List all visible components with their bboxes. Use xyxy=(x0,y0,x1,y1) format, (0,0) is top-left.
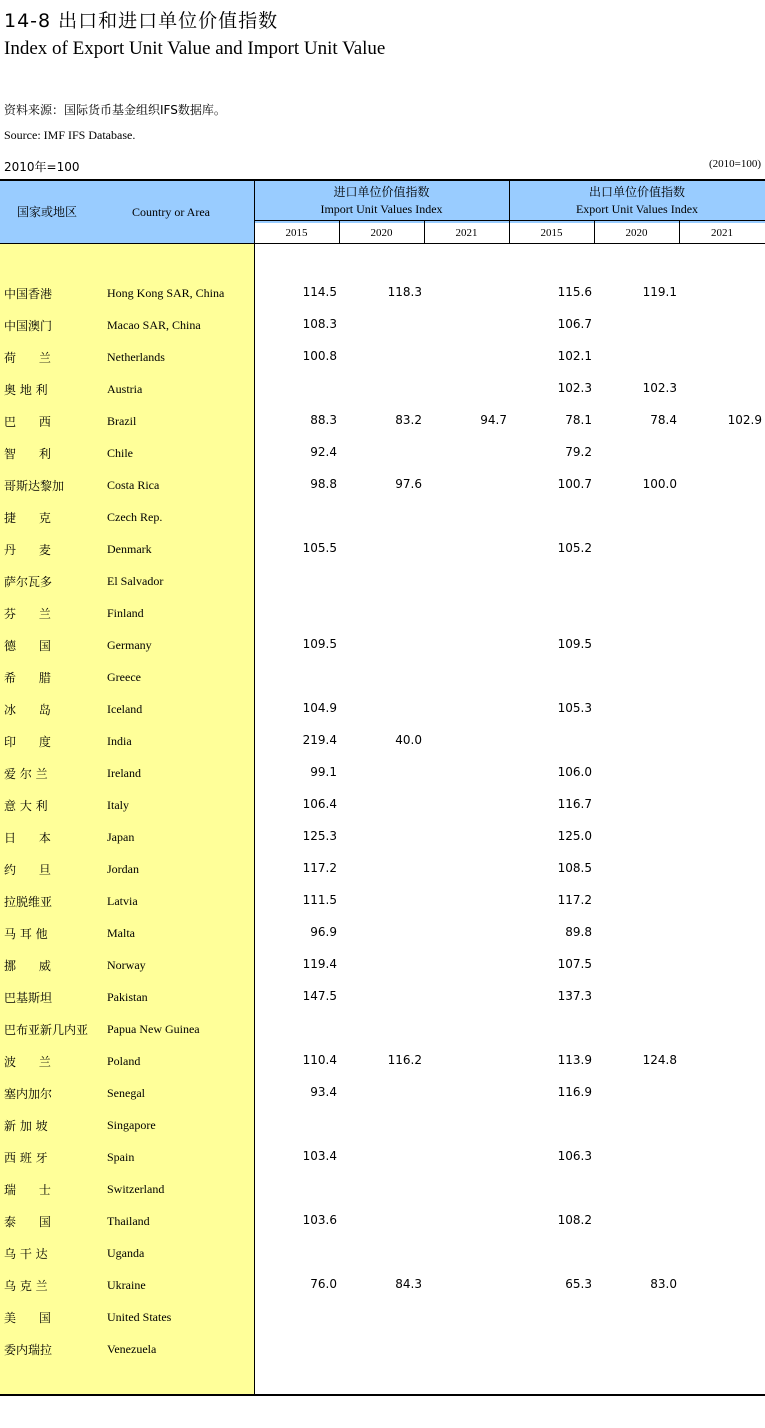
value-cell: 103.4 xyxy=(302,1149,337,1163)
country-name-en: Uganda xyxy=(107,1246,145,1260)
country-name-cn: 意 大 利 xyxy=(4,799,48,813)
value-cell: 102.1 xyxy=(557,349,592,363)
header-bottom-rule xyxy=(0,243,765,244)
country-name-cn: 巴布亚新几内亚 xyxy=(4,1023,89,1037)
table-row xyxy=(0,507,765,527)
country-name-en: Austria xyxy=(107,382,143,396)
value-cell: 102.9 xyxy=(727,413,762,427)
country-name-cn: 塞内加尔 xyxy=(4,1087,53,1101)
value-cell: 89.8 xyxy=(565,925,592,939)
table-row xyxy=(0,667,765,687)
value-cell: 110.4 xyxy=(302,1053,337,1067)
value-cell: 104.9 xyxy=(302,701,337,715)
table-row xyxy=(0,1115,765,1135)
header-import-en: Import Unit Values Index xyxy=(320,202,443,216)
bottom-rule xyxy=(0,1394,765,1396)
table-row xyxy=(0,635,765,655)
value-cell: 147.5 xyxy=(302,989,337,1003)
header-year: 2021 xyxy=(455,227,478,239)
value-cell: 115.6 xyxy=(557,285,592,299)
value-cell: 105.5 xyxy=(302,541,337,555)
value-cell: 65.3 xyxy=(565,1277,592,1291)
country-name-cn: 捷 克 xyxy=(4,511,51,525)
base-year-note: 2010年=100 xyxy=(4,160,80,174)
value-cell: 125.0 xyxy=(557,829,592,843)
country-name-cn: 乌 克 兰 xyxy=(4,1279,48,1293)
country-name-cn: 奥 地 利 xyxy=(4,383,48,397)
value-cell: 113.9 xyxy=(557,1053,592,1067)
country-name-cn: 委内瑞拉 xyxy=(4,1343,53,1357)
value-cell: 102.3 xyxy=(642,381,677,395)
table-row xyxy=(0,539,765,559)
table-row xyxy=(0,859,765,879)
table-row xyxy=(0,731,765,751)
value-cell: 106.7 xyxy=(557,317,592,331)
country-name-en: Iceland xyxy=(107,702,143,716)
table-row xyxy=(0,603,765,623)
country-name-en: Switzerland xyxy=(107,1182,165,1196)
data-table xyxy=(0,179,765,1396)
value-cell: 100.7 xyxy=(557,477,592,491)
value-cell: 109.5 xyxy=(302,637,337,651)
country-name-en: Venezuela xyxy=(107,1342,157,1356)
table-row xyxy=(0,1179,765,1199)
country-name-cn: 约 旦 xyxy=(4,863,51,877)
value-cell: 119.1 xyxy=(642,285,677,299)
value-cell: 108.3 xyxy=(302,317,337,331)
value-cell: 108.5 xyxy=(557,861,592,875)
value-cell: 106.3 xyxy=(557,1149,592,1163)
country-name-en: India xyxy=(107,734,132,748)
header-year: 2020 xyxy=(625,227,648,239)
country-name-cn: 中国香港 xyxy=(4,287,53,301)
table-row xyxy=(0,1243,765,1263)
value-cell: 106.0 xyxy=(557,765,592,779)
country-name-cn: 萨尔瓦多 xyxy=(4,575,53,589)
value-cell: 83.2 xyxy=(395,413,422,427)
table-row xyxy=(0,827,765,847)
header-year: 2015 xyxy=(540,227,563,239)
base-year-note-en: (2010=100) xyxy=(708,158,761,170)
country-name-cn: 马 耳 他 xyxy=(4,927,48,941)
value-cell: 119.4 xyxy=(302,957,337,971)
value-cell: 103.6 xyxy=(302,1213,337,1227)
table-row xyxy=(0,347,765,367)
value-cell: 40.0 xyxy=(395,733,422,747)
country-name-en: Pakistan xyxy=(107,990,148,1004)
country-name-en: Hong Kong SAR, China xyxy=(107,286,225,300)
country-name-en: Malta xyxy=(107,926,135,940)
country-name-cn: 冰 岛 xyxy=(4,703,51,717)
value-cell: 111.5 xyxy=(302,893,337,907)
value-cell: 78.1 xyxy=(565,413,592,427)
country-name-en: Japan xyxy=(107,830,135,844)
header-year: 2020 xyxy=(370,227,393,239)
country-name-en: United States xyxy=(107,1310,172,1324)
value-cell: 117.2 xyxy=(557,893,592,907)
country-name-en: Macao SAR, China xyxy=(107,318,201,332)
value-cell: 79.2 xyxy=(565,445,592,459)
table-row xyxy=(0,1083,765,1103)
value-cell: 125.3 xyxy=(302,829,337,843)
header-year: 2021 xyxy=(711,227,733,239)
country-name-en: Poland xyxy=(107,1054,141,1068)
country-name-cn: 美 国 xyxy=(4,1311,51,1325)
country-name-cn: 泰 国 xyxy=(4,1215,51,1229)
country-name-en: Jordan xyxy=(107,862,139,876)
value-cell: 105.2 xyxy=(557,541,592,555)
table-row xyxy=(0,923,765,943)
table-row xyxy=(0,955,765,975)
value-cell: 84.3 xyxy=(395,1277,422,1291)
table-header-bg-left xyxy=(0,223,254,243)
table-row xyxy=(0,283,765,303)
country-name-cn: 芬 兰 xyxy=(4,607,51,621)
value-cell: 98.8 xyxy=(310,477,337,491)
country-name-en: Costa Rica xyxy=(107,478,160,492)
header-country-en: Country or Area xyxy=(132,205,210,219)
value-cell: 118.3 xyxy=(387,285,422,299)
value-cell: 124.8 xyxy=(642,1053,677,1067)
value-cell: 93.4 xyxy=(310,1085,337,1099)
country-name-cn: 爱 尔 兰 xyxy=(4,767,48,781)
table-row xyxy=(0,571,765,591)
table-row xyxy=(0,1211,765,1231)
table-row xyxy=(0,443,765,463)
country-name-en: Italy xyxy=(107,798,129,812)
country-name-en: Ireland xyxy=(107,766,141,780)
value-cell: 83.0 xyxy=(650,1277,677,1291)
value-cell: 102.3 xyxy=(557,381,592,395)
country-name-en: Denmark xyxy=(107,542,152,556)
value-cell: 76.0 xyxy=(310,1277,337,1291)
country-name-cn: 挪 威 xyxy=(4,959,51,973)
country-name-cn: 荷 兰 xyxy=(4,351,51,365)
country-name-en: Netherlands xyxy=(107,350,165,364)
value-cell: 92.4 xyxy=(310,445,337,459)
country-name-cn: 哥斯达黎加 xyxy=(4,479,65,493)
country-name-en: Singapore xyxy=(107,1118,156,1132)
country-name-cn: 巴基斯坦 xyxy=(4,991,53,1005)
header-country-cn: 国家或地区 xyxy=(17,205,78,219)
country-name-cn: 日 本 xyxy=(4,831,51,845)
country-name-en: Papua New Guinea xyxy=(107,1022,200,1036)
value-cell: 114.5 xyxy=(302,285,337,299)
value-cell: 100.8 xyxy=(302,349,337,363)
value-cell: 137.3 xyxy=(557,989,592,1003)
country-name-cn: 乌 干 达 xyxy=(4,1247,48,1261)
country-name-cn: 印 度 xyxy=(4,735,51,749)
country-name-cn: 西 班 牙 xyxy=(4,1151,48,1165)
value-cell: 107.5 xyxy=(557,957,592,971)
country-name-en: Finland xyxy=(107,606,144,620)
value-cell: 99.1 xyxy=(310,765,337,779)
table-row xyxy=(0,1307,765,1327)
value-cell: 109.5 xyxy=(557,637,592,651)
country-name-en: Thailand xyxy=(107,1214,150,1228)
value-cell: 116.7 xyxy=(557,797,592,811)
country-name-cn: 智 利 xyxy=(4,447,51,461)
country-name-cn: 中国澳门 xyxy=(4,319,53,333)
table-row xyxy=(0,1275,765,1295)
table-row xyxy=(0,699,765,719)
country-name-en: Norway xyxy=(107,958,146,972)
table-row xyxy=(0,475,765,495)
header-export-cn: 出口单位价值指数 xyxy=(588,185,685,199)
value-cell: 116.9 xyxy=(557,1085,592,1099)
top-rule xyxy=(0,179,765,181)
country-name-en: El Salvador xyxy=(107,574,164,588)
country-name-cn: 巴 西 xyxy=(4,415,51,429)
value-cell: 117.2 xyxy=(302,861,337,875)
table-row xyxy=(0,379,765,399)
country-name-cn: 波 兰 xyxy=(4,1055,51,1069)
value-cell: 96.9 xyxy=(310,925,337,939)
source-note-cn: 资料来源：国际货币基金组织IFS数据库。 xyxy=(4,103,226,117)
table-row xyxy=(0,411,765,431)
table-row xyxy=(0,1147,765,1167)
value-cell: 100.0 xyxy=(642,477,677,491)
country-name-en: Czech Rep. xyxy=(107,510,163,524)
country-name-cn: 瑞 士 xyxy=(4,1183,51,1197)
country-name-cn: 拉脱维亚 xyxy=(4,895,53,909)
header-import-cn: 进口单位价值指数 xyxy=(333,185,430,199)
header-export-en: Export Unit Values Index xyxy=(575,202,699,216)
value-cell: 94.7 xyxy=(480,413,507,427)
country-name-en: Ukraine xyxy=(107,1278,146,1292)
country-name-en: Chile xyxy=(107,446,133,460)
value-cell: 105.3 xyxy=(557,701,592,715)
value-cell: 97.6 xyxy=(395,477,422,491)
country-name-cn: 德 国 xyxy=(4,639,51,653)
table-row xyxy=(0,987,765,1007)
country-name-en: Spain xyxy=(107,1150,135,1164)
table-row xyxy=(0,1051,765,1071)
value-cell: 78.4 xyxy=(650,413,677,427)
country-name-cn: 新 加 坡 xyxy=(4,1119,48,1133)
source-note-en: Source: IMF IFS Database. xyxy=(4,128,136,142)
table-row xyxy=(0,891,765,911)
country-name-en: Greece xyxy=(107,670,141,684)
value-cell: 108.2 xyxy=(557,1213,592,1227)
page-title-en: Index of Export Unit Value and Import Unit Value xyxy=(4,38,386,59)
table-row xyxy=(0,1339,765,1359)
table-row xyxy=(0,763,765,783)
table-row xyxy=(0,1019,765,1039)
table-row xyxy=(0,315,765,335)
country-name-en: Brazil xyxy=(107,414,137,428)
header-year: 2015 xyxy=(285,227,308,239)
country-name-cn: 丹 麦 xyxy=(4,543,51,557)
country-name-en: Senegal xyxy=(107,1086,145,1100)
value-cell: 88.3 xyxy=(310,413,337,427)
value-cell: 106.4 xyxy=(302,797,337,811)
country-name-en: Germany xyxy=(107,638,152,652)
country-name-cn: 希 腊 xyxy=(4,671,51,685)
country-name-en: Latvia xyxy=(107,894,138,908)
value-cell: 219.4 xyxy=(302,733,337,747)
value-cell: 116.2 xyxy=(387,1053,422,1067)
table-row xyxy=(0,795,765,815)
page-title-cn: 14-8 出口和进口单位价值指数 xyxy=(4,10,279,32)
